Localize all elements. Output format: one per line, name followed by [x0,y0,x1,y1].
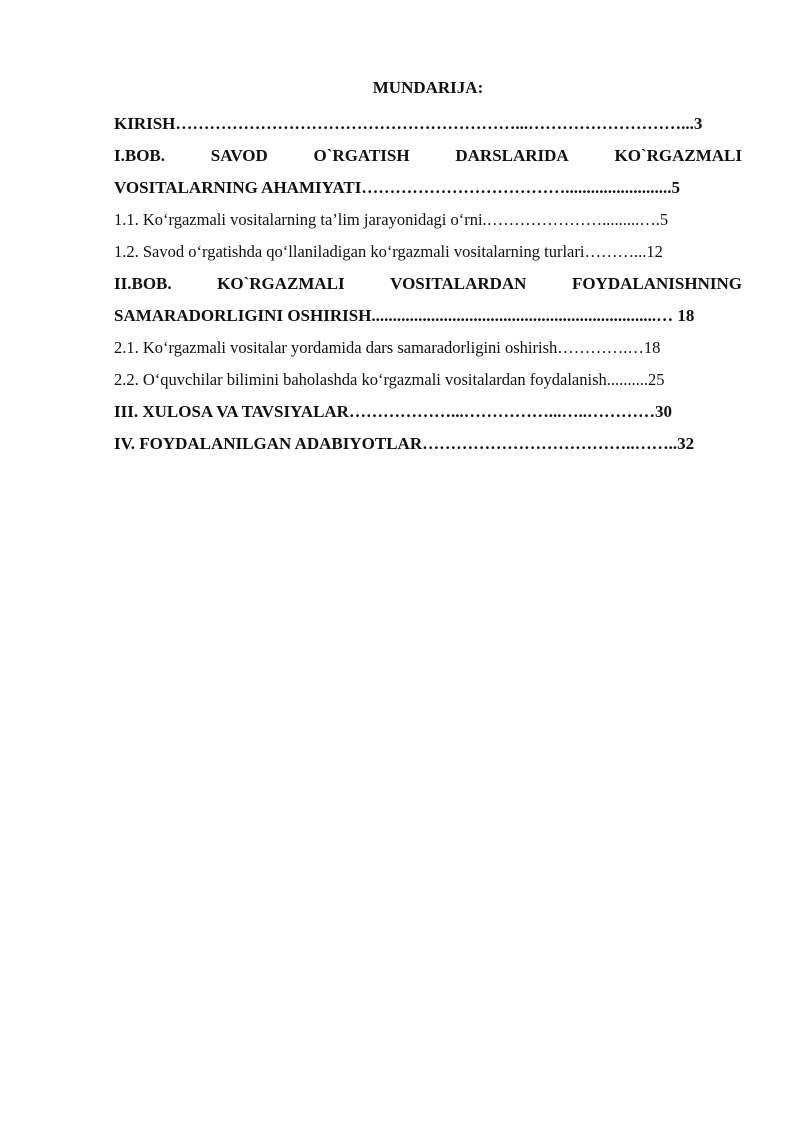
toc-word: O`RGATISH [313,146,410,165]
toc-entry-chapter-4: IV. FOYDALANILGAN ADABIYOTLAR………………………………..……..32 [114,434,695,453]
toc-entry-section-1-2: 1.2. Savod o‘rgatishda qo‘llaniladigan ko‘rgazmali vositalarning turlari………...12 [114,242,663,261]
toc-entry-chapter-2-line-1 [114,268,742,300]
toc-word: KO`RGAZMALI [614,146,742,165]
toc-entry-chapter-1-line-1 [114,140,742,172]
toc-entry-kirish: KIRISH……………………………………………………...………………………...3 [114,114,703,133]
toc-entry-chapter-1-line-2: VOSITALARNING AHAMIYATI……………………………….........................5 [114,178,681,197]
toc-entry-section-2-2: 2.2. O‘quvchilar bilimini baholashda ko‘rgazmali vositalardan foydalanish..........25 [114,370,665,389]
toc-word: VOSITALARDAN [390,274,527,293]
toc-entry-section-2-1: 2.1. Ko‘rgazmali vositalar yordamida dars samaradorligini oshirish………….…18 [114,338,661,357]
document-page [114,76,742,460]
toc-word: II.BOB. [114,274,172,293]
toc-title: MUNDARIJA: [372,78,484,97]
toc-word: I.BOB. [114,146,166,165]
toc-word: SAVOD [210,146,268,165]
toc-entry-chapter-2-line-2: SAMARADORLIGINI OSHIRISH...................................................................… 18 [114,306,695,325]
toc-entry-chapter-3: III. XULOSA VA TAVSIYALAR………………...……………...…..…………30 [114,402,672,421]
toc-entry-section-1-1: 1.1. Ko‘rgazmali vositalarning ta’lim jarayonidagi o‘rni.………………….........….5 [114,210,669,229]
toc-word: FOYDALANISHNING [571,274,742,293]
toc-word: KO`RGAZMALI [217,274,345,293]
toc-word: DARSLARIDA [455,146,569,165]
